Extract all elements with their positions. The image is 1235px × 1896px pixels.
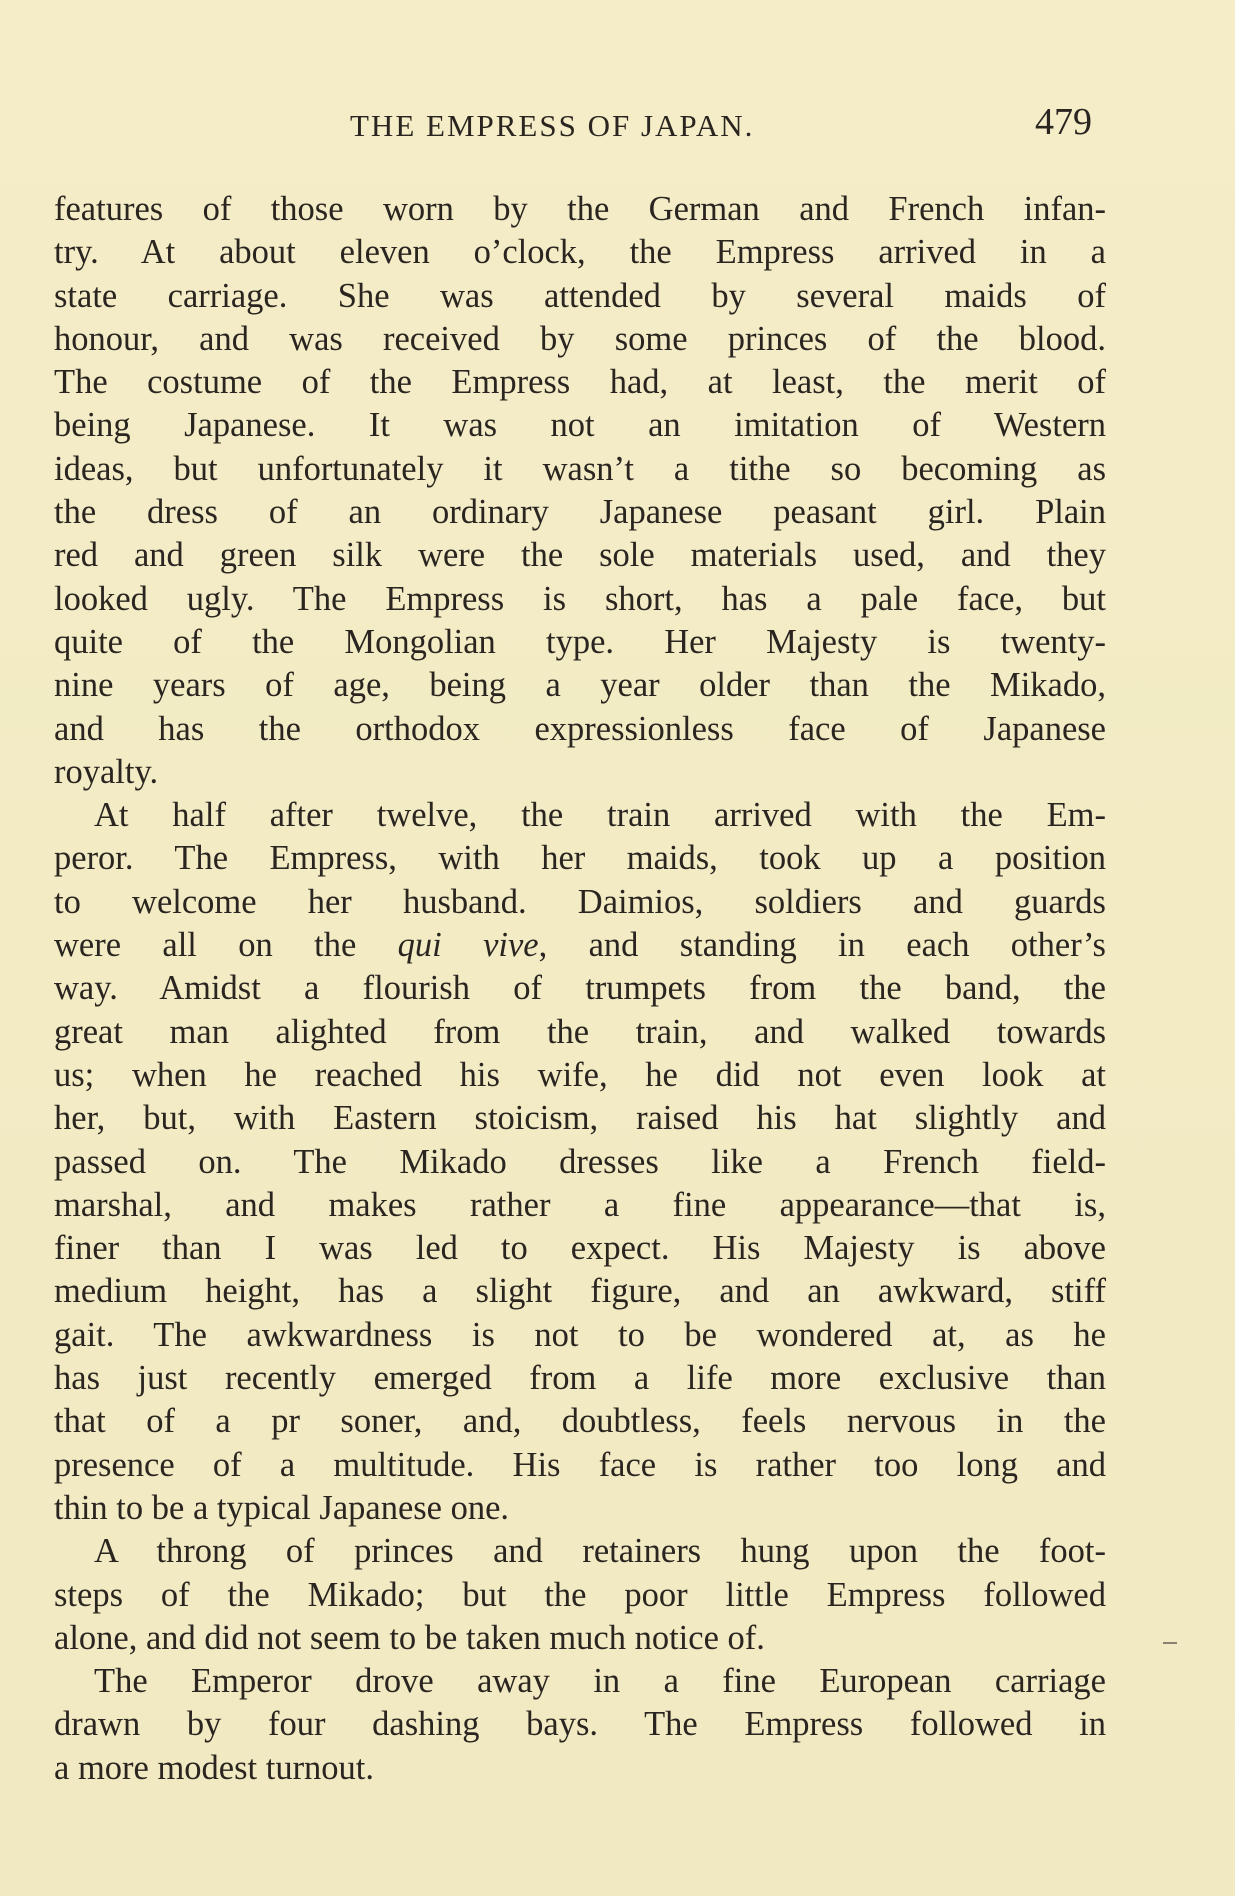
text-line: ideas, but unfortunately it wasn’t a tithe so becoming as: [54, 449, 1106, 488]
text-line: the dress of an ordinary Japanese peasant girl. Plain: [54, 493, 1106, 532]
text-line: features of those worn by the German and French infan-: [54, 190, 1106, 228]
text-line: alone, and did not seem to be taken much notice of.: [54, 1618, 765, 1657]
body-text: [54, 188, 1106, 1790]
margin-mark: [1163, 1642, 1177, 1644]
text-line: try. At about eleven o’clock, the Empress arrived in a: [54, 233, 1106, 272]
text-line: great man alighted from the train, and walked towards: [54, 1012, 1106, 1051]
text-line: has just recently emerged from a life more exclusive than: [54, 1359, 1106, 1398]
text-line: a more modest turnout.: [54, 1748, 375, 1787]
text-line: steps of the Mikado; but the poor little Empress followed: [54, 1575, 1106, 1614]
text-line: were all on the qui vive, and standing in each other’s: [54, 926, 1106, 965]
text-line: The Emperor drove away in a fine European carriage: [94, 1662, 1106, 1701]
text-line: A throng of princes and retainers hung upon the foot-: [94, 1532, 1106, 1571]
text-line: quite of the Mongolian type. Her Majesty is twenty-: [54, 622, 1106, 661]
text-line: thin to be a typical Japanese one.: [54, 1488, 510, 1527]
text-line: presence of a multitude. His face is rather too long and: [54, 1445, 1106, 1484]
text-line: gait. The awkwardness is not to be wondered at, as he: [54, 1315, 1106, 1354]
chapter-title: THE EMPRESS OF JAPAN.: [350, 108, 755, 143]
text-line: honour, and was received by some princes of the blood.: [54, 319, 1106, 358]
text-line: finer than I was led to expect. His Majesty is above: [54, 1229, 1106, 1268]
text-line: At half after twelve, the train arrived with the Em-: [94, 796, 1106, 835]
text-line: that of a pr soner, and, doubtless, feels nervous in the: [54, 1402, 1106, 1441]
text-line: medium height, has a slight figure, and an awkward, stiff: [54, 1272, 1106, 1311]
text-line: marshal, and makes rather a fine appearance—that is,: [54, 1185, 1106, 1224]
text-line: peror. The Empress, with her maids, took up a position: [54, 839, 1106, 878]
text-line: The costume of the Empress had, at least, the merit of: [54, 363, 1106, 402]
running-head: [0, 101, 1235, 152]
text-line: to welcome her husband. Daimios, soldiers and guards: [54, 882, 1106, 921]
text-line: royalty.: [54, 752, 159, 791]
text-line: passed on. The Mikado dresses like a French field-: [54, 1142, 1106, 1181]
text-line: and has the orthodox expressionless face of Japanese: [54, 709, 1106, 748]
text-line: being Japanese. It was not an imitation of Western: [54, 406, 1106, 445]
text-line: way. Amidst a flourish of trumpets from the band, the: [54, 969, 1106, 1008]
text-line: state carriage. She was attended by several maids of: [54, 276, 1106, 315]
text-line: drawn by four dashing bays. The Empress followed in: [54, 1705, 1106, 1744]
italic-phrase: qui vive: [397, 926, 539, 965]
text-line: nine years of age, being a year older than the Mikado,: [54, 666, 1106, 705]
text-line: her, but, with Eastern stoicism, raised his hat slightly and: [54, 1099, 1106, 1138]
page-number: 479: [1035, 101, 1092, 143]
text-line: red and green silk were the sole materials used, and they: [54, 536, 1106, 575]
text-line: us; when he reached his wife, he did not even look at: [54, 1055, 1106, 1094]
text-line: looked ugly. The Empress is short, has a pale face, but: [54, 579, 1106, 618]
